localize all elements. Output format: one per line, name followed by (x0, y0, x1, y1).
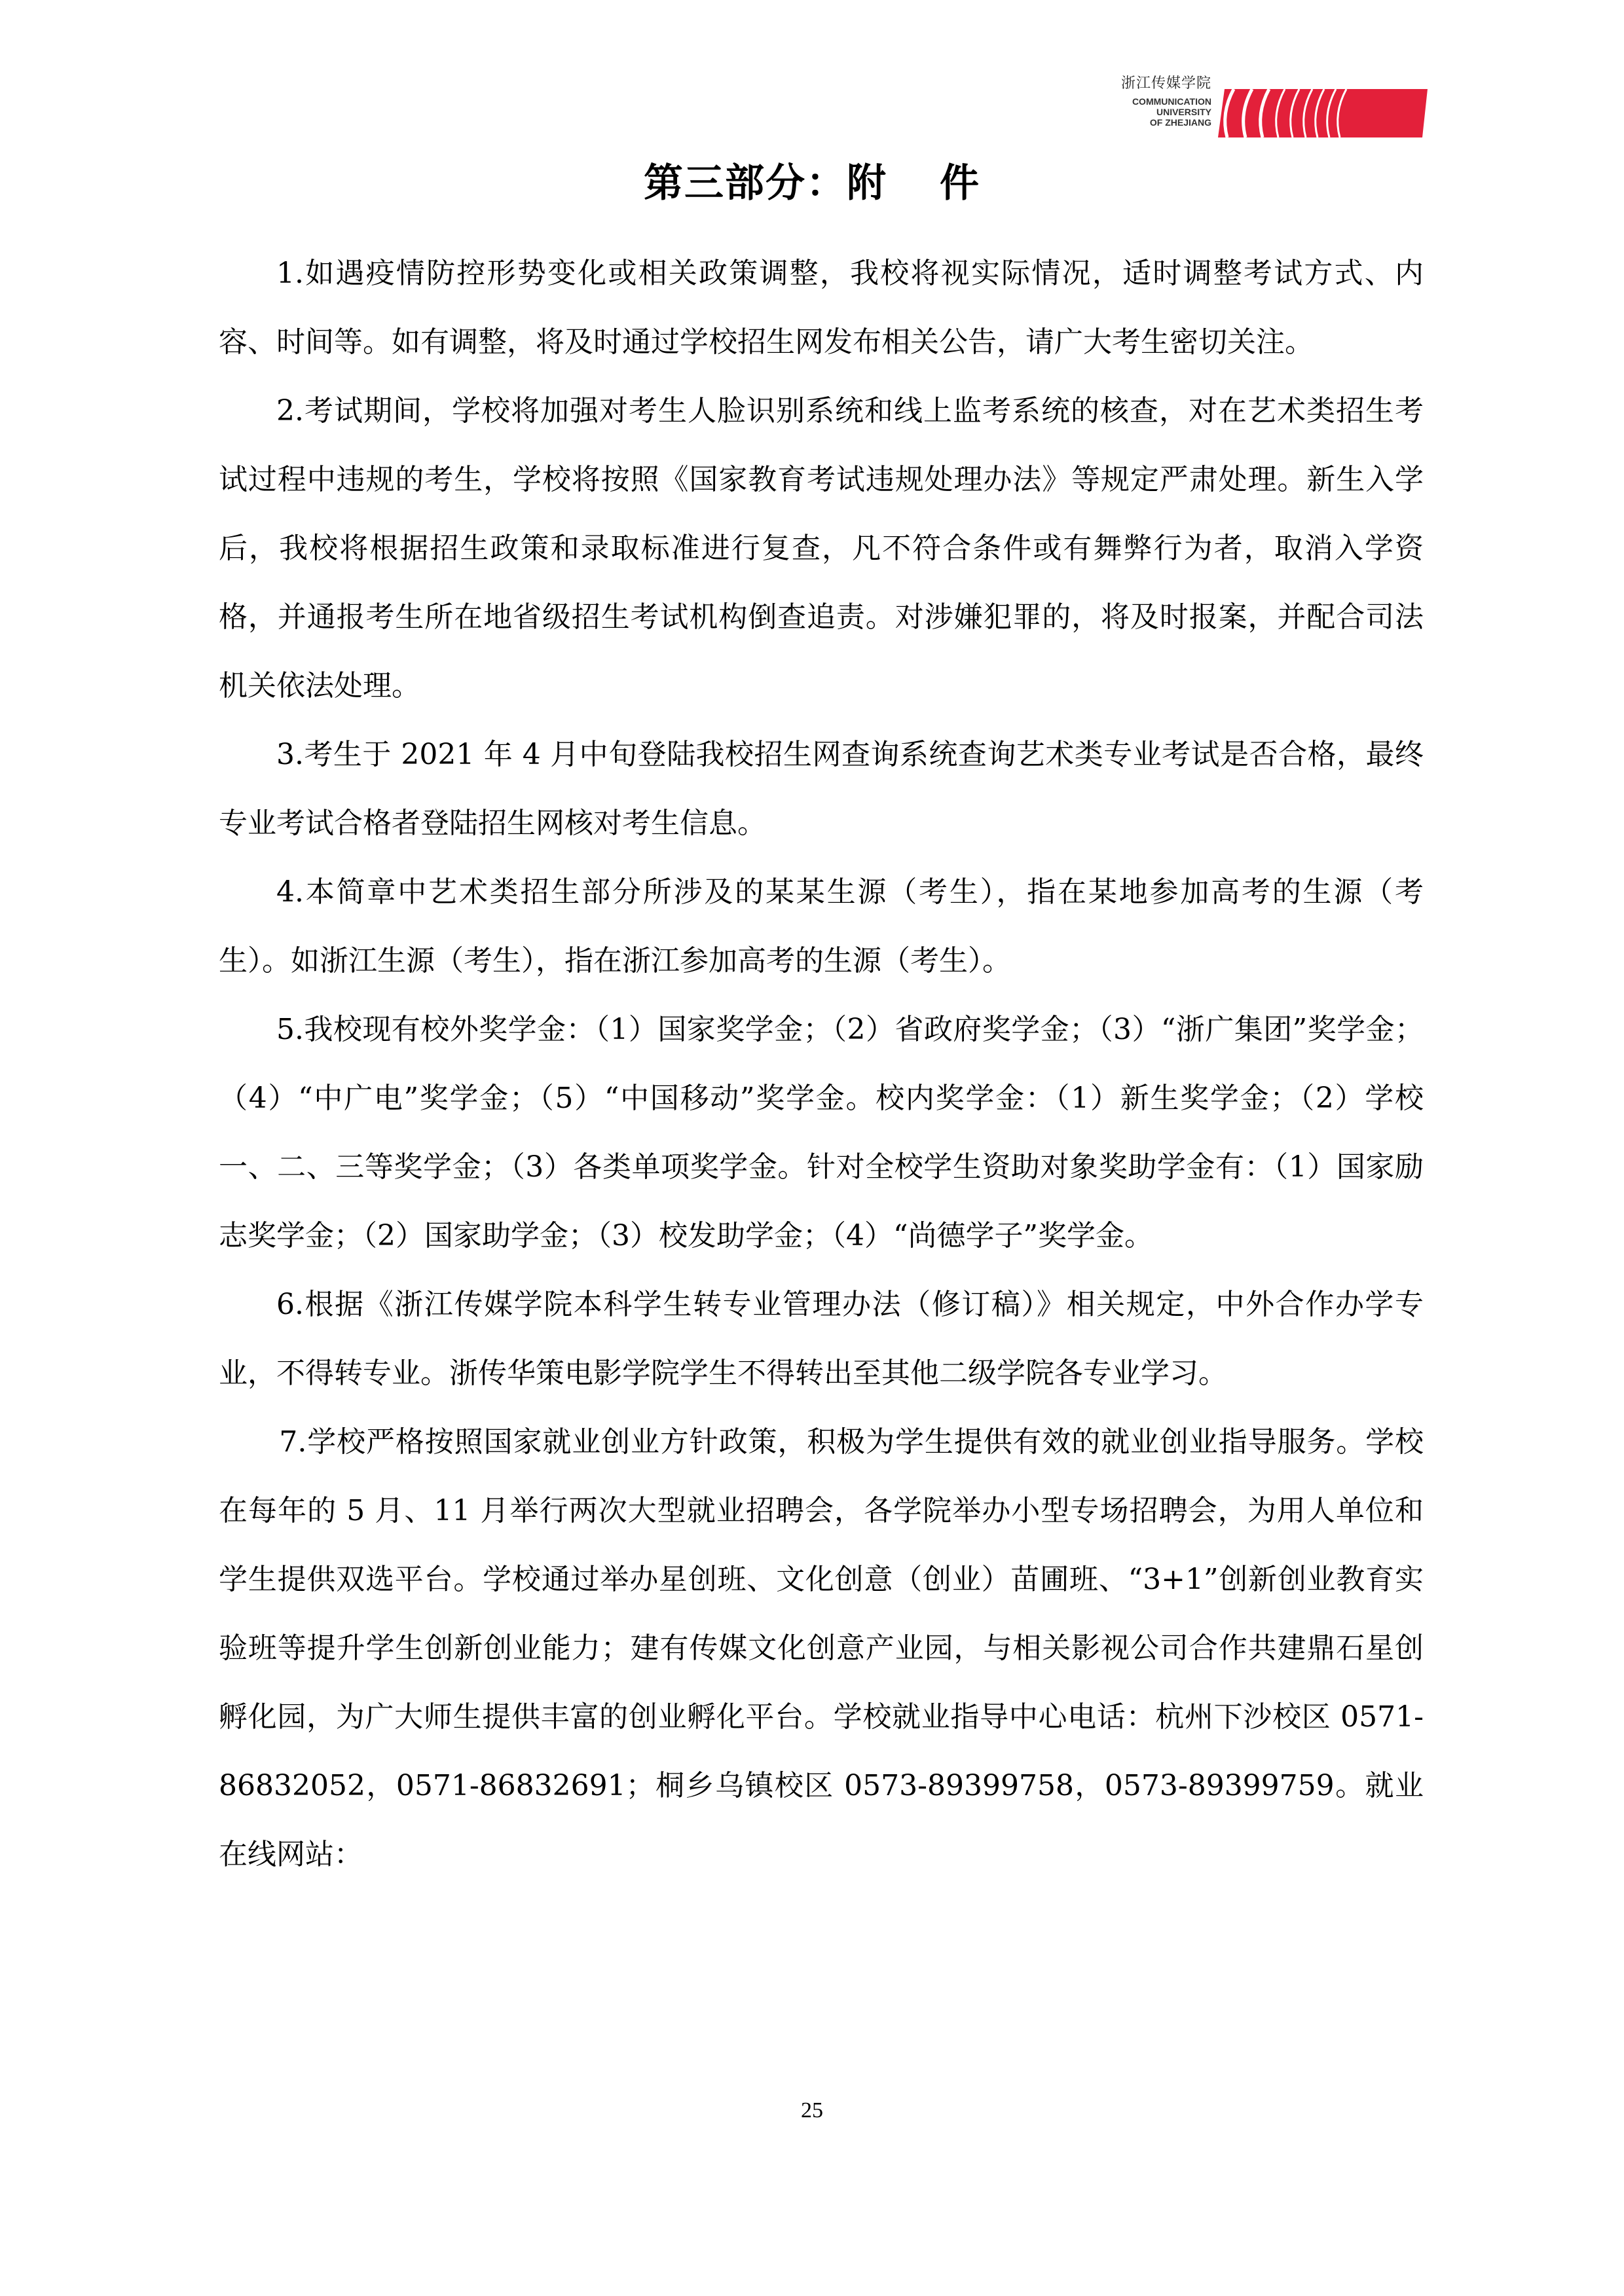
page-title (0, 157, 1624, 210)
paragraph-7: 7.学校严格按照国家就业创业方针政策，积极为学生提供有效的就业创业指导服务。学校在每年的 5 月、11 月举行两次大型就业招聘会，各学院举办小型专场招聘会，为用人单位和学生提供双选平台。学校通过举办星创班、文化创意（创业）苗圃班、“3+1”创新创业教育实验班等提升学生创新创业能力；建有传媒文化创意产业园，与相关影视公司合作共建鼎石星创孵化园，为广大师生提供丰富的创业孵化平台。学校就业指导中心电话：杭州下沙校区 0571-86832052，0571-86832691；桐乡乌镇校区 0573-89399758，0573-89399759。就业在线网站： (219, 1425, 1424, 1871)
paragraph-2: 2.考试期间，学校将加强对考生人脸识别系统和线上监考系统的核查，对在艺术类招生考试过程中违规的考生，学校将按照《国家教育考试违规处理办法》等规定严肃处理。新生入学后，我校将根据招生政策和录取标准进行复查，凡不符合条件或有舞弊行为者，取消入学资格，并通报考生所在地省级招生考试机构倒查追责。对涉嫌犯罪的，将及时报案，并配合司法机关依法处理。 (219, 394, 1424, 702)
logo-english-line-3: OF ZHEJIANG (1149, 117, 1211, 128)
logo-english-line-1: COMMUNICATION (1132, 96, 1211, 107)
title-part-1: 第三部分：附 (644, 160, 887, 206)
logo-chinese-name: 浙江传媒学院 (1120, 75, 1211, 92)
paragraph-4: 4.本简章中艺术类招生部分所涉及的某某生源（考生），指在某地参加高考的生源（考生）。如浙江生源（考生），指在浙江参加高考的生源（考生）。 (219, 875, 1424, 977)
paragraph-1: 1.如遇疫情防控形势变化或相关政策调整，我校将视实际情况，适时调整考试方式、内容、时间等。如有调整，将及时通过学校招生网发布相关公告，请广大考生密切关注。 (219, 257, 1424, 359)
paragraph-3: 3.考生于 2021 年 4 月中旬登陆我校招生网查询系统查询艺术类专业考试是否合格，最终专业考试合格者登陆招生网核对考生信息。 (219, 738, 1424, 840)
attachment-content (219, 239, 1424, 1889)
page-number: 25 (801, 2098, 823, 2123)
logo-text (1113, 72, 1211, 128)
paragraph-5: 5.我校现有校外奖学金：（1）国家奖学金；（2）省政府奖学金；（3）“浙广集团”奖学金；（4）“中广电”奖学金；（5）“中国移动”奖学金。校内奖学金：（1）新生奖学金；（2）学校一、二、三等奖学金；（3）各类单项奖学金。针对全校学生资助对象奖助学金有：（1）国家励志奖学金；（2）国家助学金；（3）校发助学金；（4）“尚德学子”奖学金。 (219, 1013, 1424, 1252)
paragraph-6: 6.根据《浙江传媒学院本科学生转专业管理办法（修订稿）》相关规定，中外合作办学专业，不得转专业。浙传华策电影学院学生不得转出至其他二级学院各专业学习。 (219, 1288, 1424, 1390)
logo-emblem-icon (1218, 84, 1428, 143)
logo-english-line-2: UNIVERSITY (1156, 107, 1211, 117)
university-logo (1113, 72, 1428, 144)
title-part-2: 件 (940, 160, 980, 206)
